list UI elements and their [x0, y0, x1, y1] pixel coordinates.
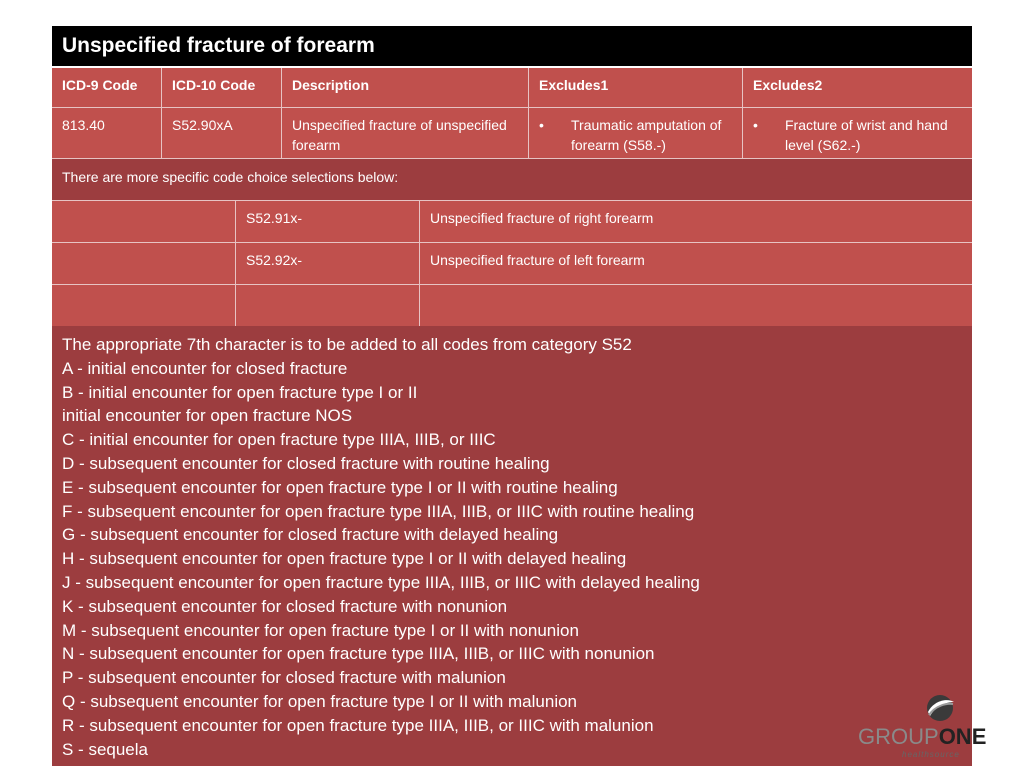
icd9-code: 813.40	[52, 108, 162, 158]
logo-word-light: GROUP	[858, 724, 939, 749]
header-icd9: ICD-9 Code	[52, 68, 162, 107]
swoosh-icon	[920, 692, 960, 724]
table-row	[52, 108, 972, 159]
seventh-line: F - subsequent encounter for open fracture type IIIA, IIIB, or IIIC with routine healing	[62, 501, 695, 521]
logo-subtitle: healthsource	[902, 750, 960, 759]
seventh-line: M - subsequent encounter for open fracture type I or II with nonunion	[62, 620, 579, 640]
seventh-line: initial encounter for open fracture NOS	[62, 406, 353, 426]
seventh-line: H - subsequent encounter for open fracture type I or II with delayed healing	[62, 549, 627, 569]
seventh-line: S - sequela	[62, 739, 148, 759]
code-table	[52, 68, 972, 327]
subcode-blank	[52, 201, 236, 242]
subcode-row	[52, 201, 972, 243]
icd10-code: S52.90xA	[162, 108, 282, 158]
note-text: There are more specific code choice selections below:	[62, 169, 399, 185]
seventh-line: R - subsequent encounter for open fracture type IIIA, IIIB, or IIIC with malunion	[62, 715, 654, 735]
header-excludes2: Excludes2	[753, 77, 823, 93]
seventh-line: P - subsequent encounter for closed fracture with malunion	[62, 668, 506, 688]
description: Unspecified fracture of unspecified forearm	[282, 108, 529, 158]
bullet-icon: •	[753, 117, 758, 133]
subcode-code	[236, 285, 420, 326]
logo-word-bold: ONE	[938, 724, 987, 749]
subcode-description: Unspecified fracture of right forearm	[430, 210, 654, 226]
subcode-blank	[52, 285, 236, 326]
note-row	[52, 159, 972, 201]
seventh-line: C - initial encounter for open fracture type IIIA, IIIB, or IIIC	[62, 430, 496, 450]
seventh-character-list	[52, 326, 972, 766]
seventh-line: K - subsequent encounter for closed fracture with nonunion	[62, 596, 508, 616]
group-one-logo	[858, 692, 1016, 762]
excludes2-cell	[743, 108, 972, 158]
logo-wordmark	[858, 724, 986, 750]
excludes1-text: Traumatic amputation of forearm (S58.-)	[571, 117, 722, 153]
seventh-line: A - initial encounter for closed fracture	[62, 358, 348, 378]
subcode-description	[420, 285, 972, 326]
seventh-line: Q - subsequent encounter for open fracture type I or II with malunion	[62, 691, 578, 711]
seventh-line: B - initial encounter for open fracture type I or II	[62, 382, 418, 402]
subcode-row	[52, 285, 972, 327]
seventh-line: D - subsequent encounter for closed fracture with routine healing	[62, 453, 550, 473]
header-icd10: ICD-10 Code	[162, 68, 282, 107]
seventh-line: The appropriate 7th character is to be added to all codes from category S52	[62, 335, 632, 354]
seventh-line: E - subsequent encounter for open fracture type I or II with routine healing	[62, 477, 618, 497]
subcode-row	[52, 243, 972, 285]
excludes1-cell	[529, 108, 743, 158]
excludes2-text: Fracture of wrist and hand level (S62.-)	[785, 117, 948, 153]
subcode-blank	[52, 243, 236, 284]
seventh-line: N - subsequent encounter for open fracture type IIIA, IIIB, or IIIC with nonunion	[62, 644, 655, 664]
seventh-line: G - subsequent encounter for closed fracture with delayed healing	[62, 525, 559, 545]
subcode-code: S52.91x-	[236, 201, 420, 242]
subcode-description: Unspecified fracture of left forearm	[430, 252, 645, 268]
subcode-code: S52.92x-	[236, 243, 420, 284]
header-description: Description	[282, 68, 529, 107]
table-header-row	[52, 68, 972, 108]
page-title: Unspecified fracture of forearm	[52, 26, 972, 66]
bullet-icon: •	[539, 117, 544, 133]
seventh-line: J - subsequent encounter for open fracture type IIIA, IIIB, or IIIC with delayed healing	[62, 572, 700, 592]
header-excludes1: Excludes1	[529, 68, 743, 107]
